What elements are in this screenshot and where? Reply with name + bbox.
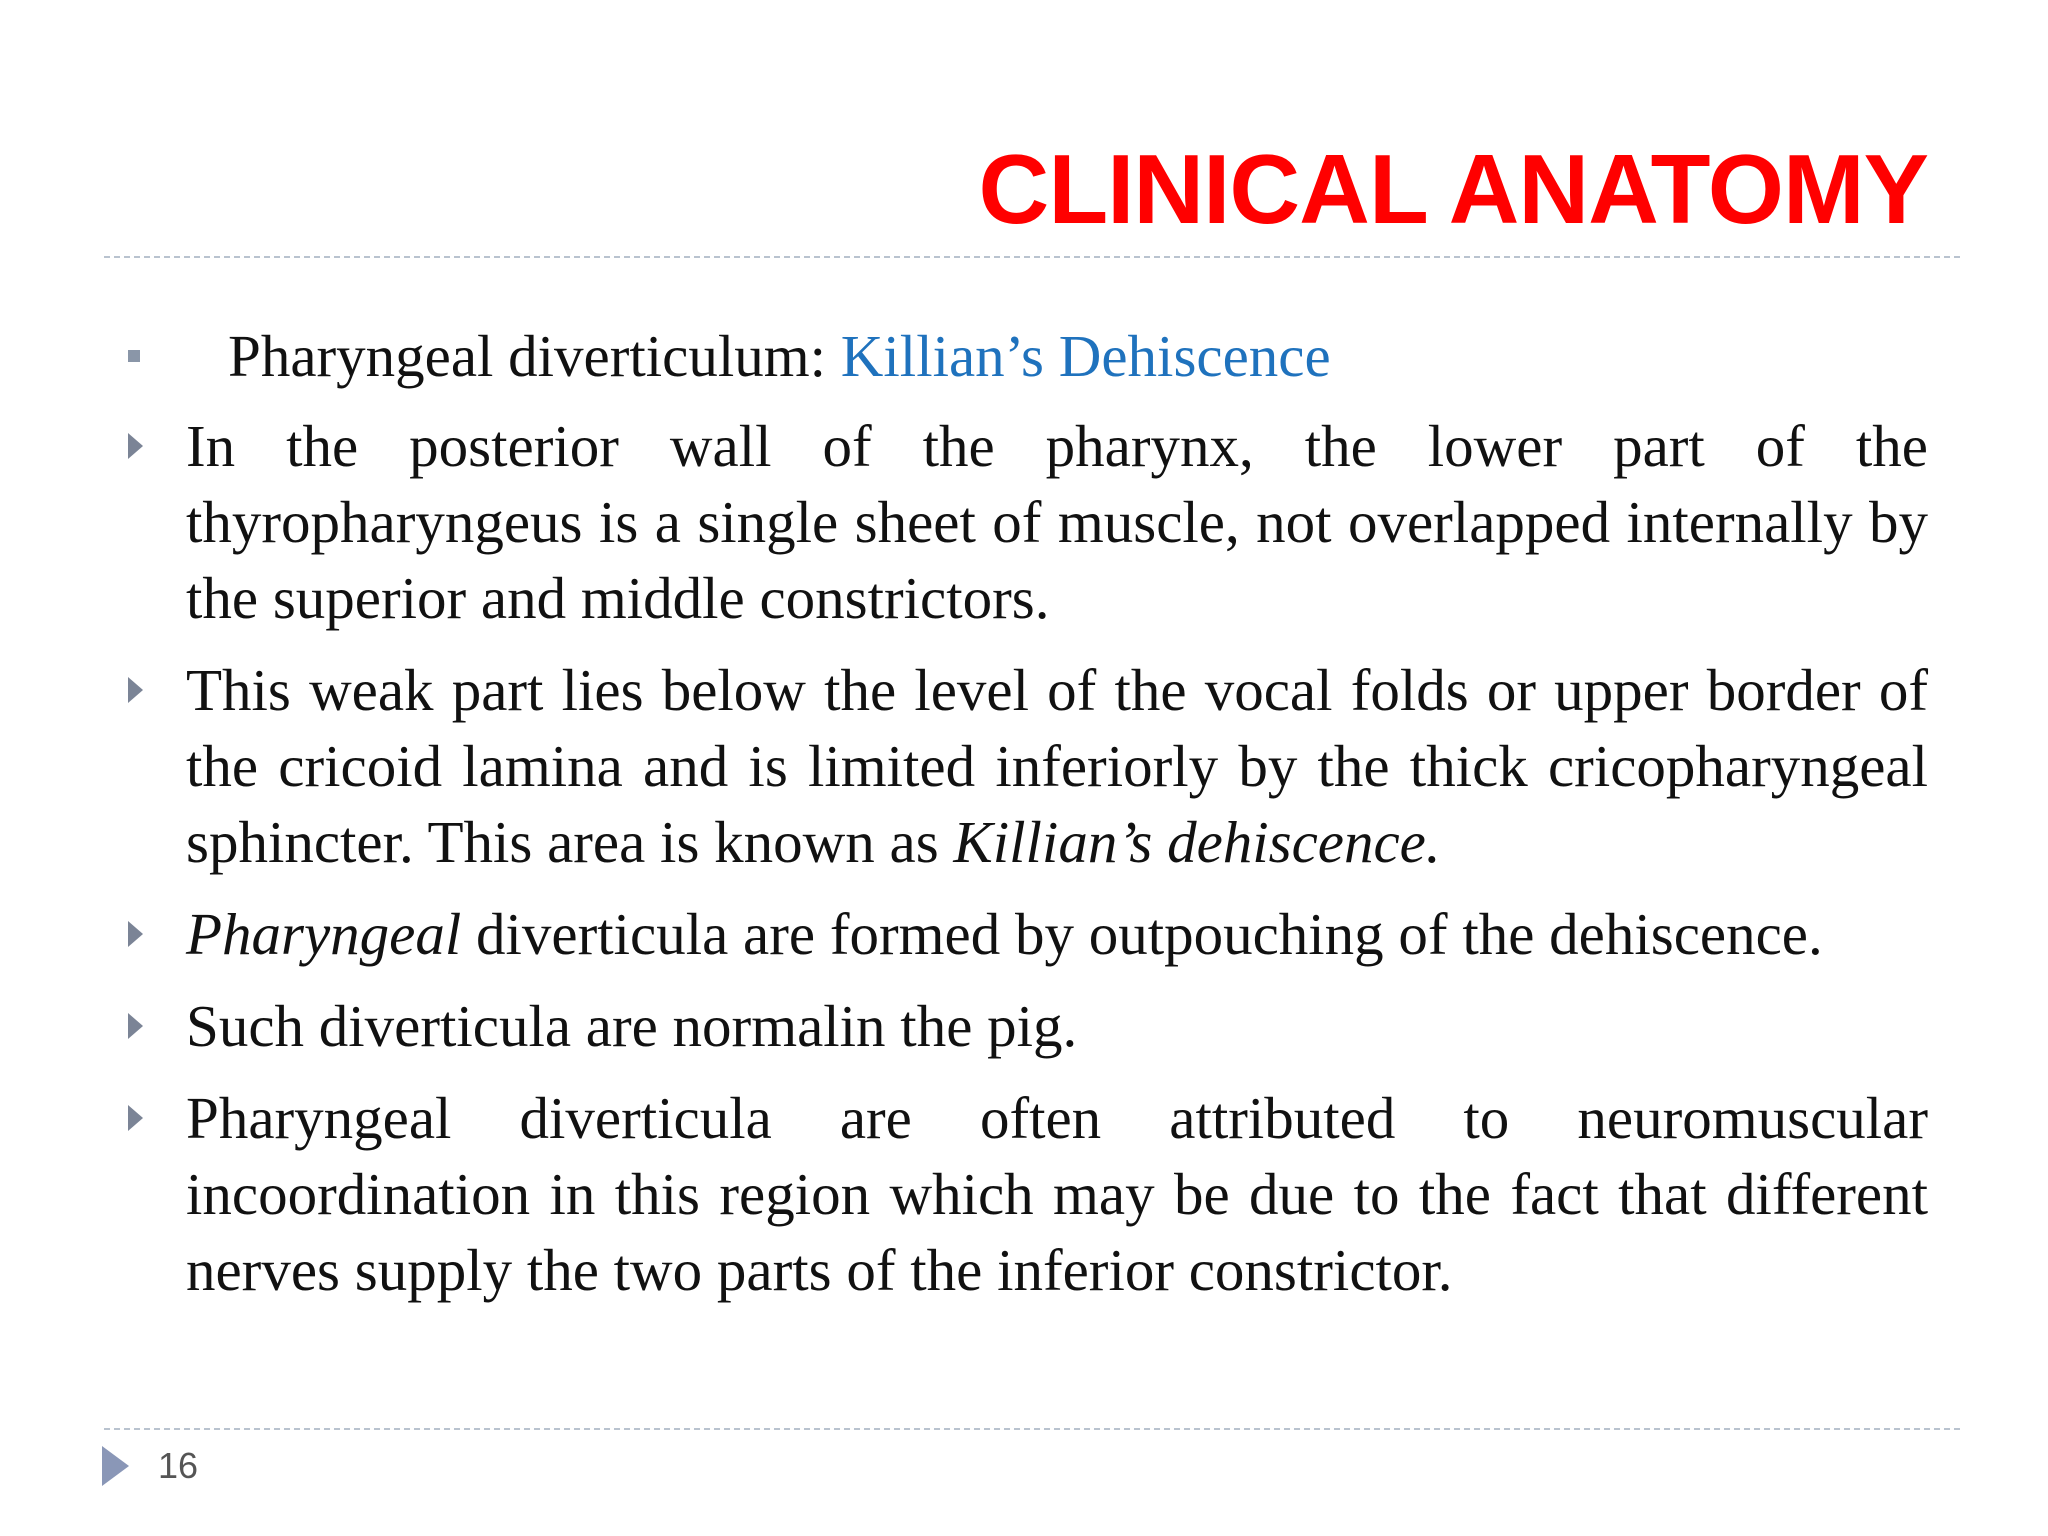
bullet-item [120,896,1928,972]
bullet-text: In the posterior wall of the pharynx, the lower part of the thyropharyngeus is a single sheet of muscle, not overlapped internally by the superior and middle constrictors. [186,413,1928,631]
bullet-item [120,652,1928,880]
intro-label: Pharyngeal diverticulum: [228,323,841,389]
title-divider [104,256,1960,258]
bullet-text: This weak part lies below the level of the vocal folds or upper border of the cricoid lamina and is limited inferiorly by the thick cricopharyngeal sphincter. This area is known as [186,657,1928,875]
bullet-emphasis: Killian’s dehiscence. [953,809,1441,875]
slide-body [120,318,1928,1324]
footer-divider [104,1428,1960,1430]
square-bullet-icon [128,350,140,362]
triangle-bullet-icon [128,433,143,459]
slide-title: CLINICAL ANATOMY [978,134,1928,244]
bullet-item [120,408,1928,636]
triangle-bullet-icon [128,677,143,703]
bullet-text: Such diverticula are normalin the pig. [186,993,1078,1059]
bullet-text: Pharyngeal diverticula are often attributed to neuromuscular incoordination in this region which may be due to the fact that different nerves supply the two parts of the inferior constrictor. [186,1085,1928,1303]
bullet-text: diverticula are formed by outpouching of the dehiscence. [461,901,1823,967]
triangle-footer-icon [102,1446,129,1486]
triangle-bullet-icon [128,1013,143,1039]
triangle-bullet-icon [128,1105,143,1131]
bullet-item [120,988,1928,1064]
bullet-emphasis: Pharyngeal [186,901,462,967]
triangle-bullet-icon [128,921,143,947]
page-number: 16 [158,1445,199,1486]
intro-highlight: Killian’s Dehiscence [840,323,1331,389]
intro-item [120,318,1928,394]
bullet-item [120,1080,1928,1308]
